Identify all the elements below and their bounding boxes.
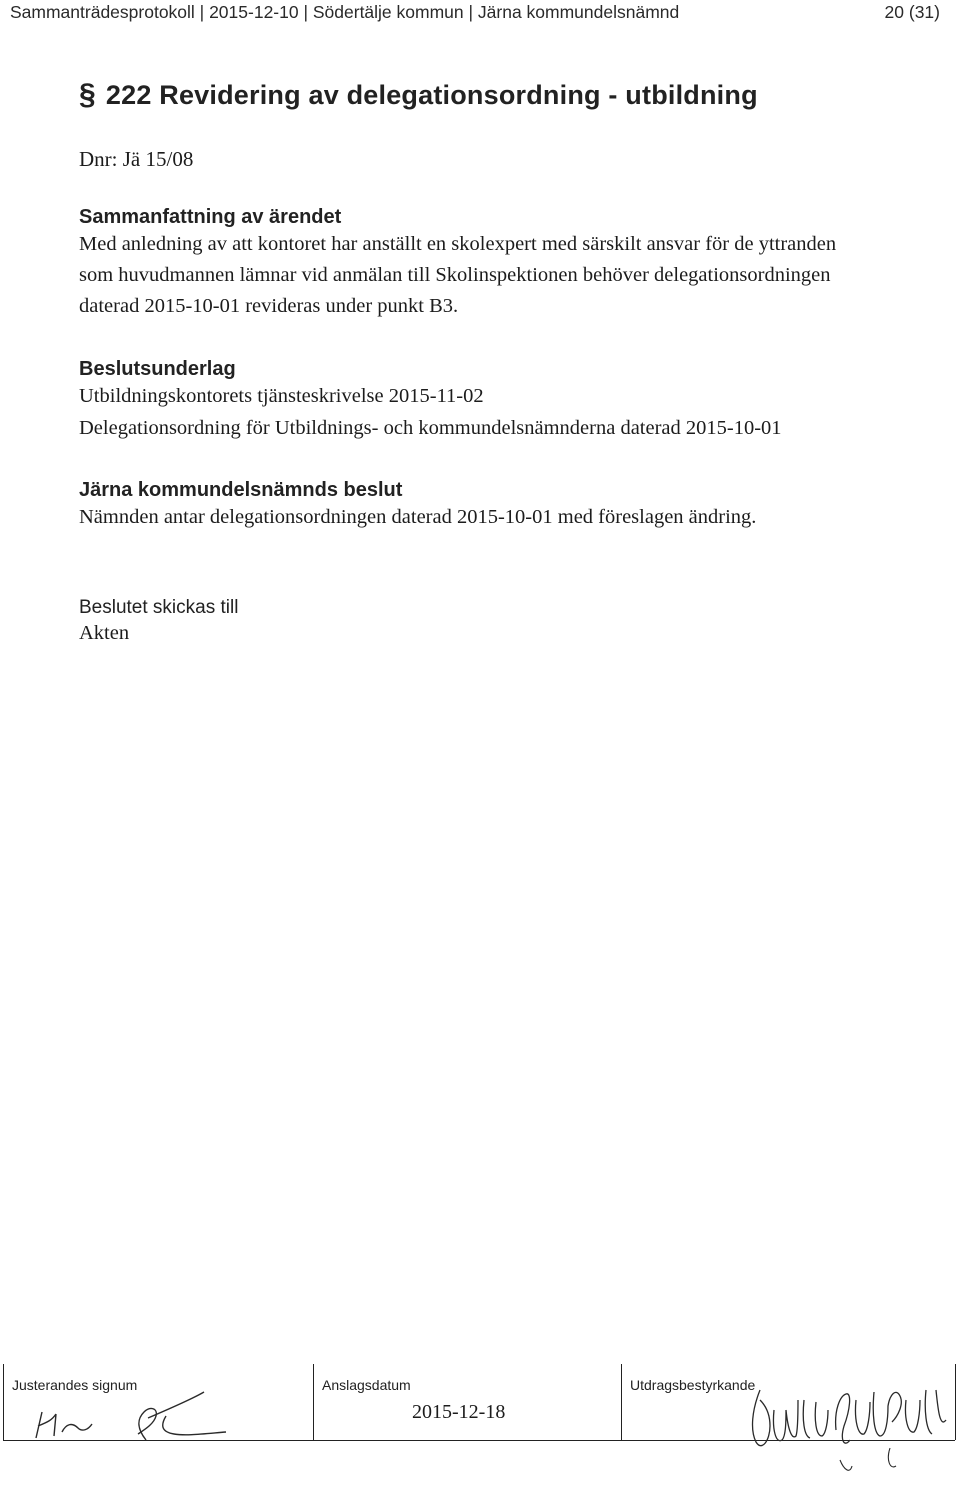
decision-text: Nämnden antar delegationsordningen daterad 2015-10-01 med föreslagen ändring.: [79, 506, 757, 528]
utdrag-cell: [621, 1364, 956, 1440]
initials-signature: [26, 1384, 236, 1442]
diary-number: Dnr: Jä 15/08: [79, 147, 194, 171]
basis-item: Delegationsordning för Utbildnings- och kommundelsnämnderna daterad 2015-10-01: [79, 417, 782, 439]
basis-list: [79, 380, 782, 444]
justerandes-cell: [3, 1364, 314, 1440]
summary-line: Med anledning av att kontoret har anställt en skolexpert med särskilt ansvar för de yttranden: [79, 233, 837, 255]
header-title: Sammanträdesprotokoll | 2015-12-10 | Södertälje kommun | Järna kommundelsnämnd: [10, 2, 680, 22]
certification-signature: [740, 1370, 952, 1478]
summary-text: [79, 229, 836, 322]
summary-line: daterad 2015-10-01 revideras under punkt B3.: [79, 295, 459, 317]
sent-to-recipient: Akten: [79, 622, 130, 644]
section-title-text: 222 Revidering av delegationsordning - utbildning: [105, 80, 758, 110]
section-symbol: §: [79, 78, 96, 111]
decision-heading: Järna kommundelsnämnds beslut: [79, 479, 403, 501]
anslagsdatum-value: 2015-12-18: [412, 1401, 506, 1423]
section-title: [79, 78, 758, 112]
utdrag-label: Utdragsbestyrkande: [630, 1377, 756, 1393]
anslagsdatum-cell: [313, 1364, 622, 1440]
sent-to-label: Beslutet skickas till: [79, 597, 239, 618]
page-number: 20 (31): [884, 2, 940, 22]
summary-line: som huvudmannen lämnar vid anmälan till Skolinspektionen behöver delegationsordningen: [79, 264, 831, 286]
basis-heading: Beslutsunderlag: [79, 358, 236, 380]
basis-item: Utbildningskontorets tjänsteskrivelse 2015-11-02: [79, 385, 484, 407]
anslagsdatum-label: Anslagsdatum: [322, 1377, 411, 1393]
signature-table: [3, 1364, 955, 1441]
page-header: [10, 0, 940, 24]
summary-heading: Sammanfattning av ärendet: [79, 206, 342, 228]
justerandes-label: Justerandes signum: [12, 1377, 138, 1393]
